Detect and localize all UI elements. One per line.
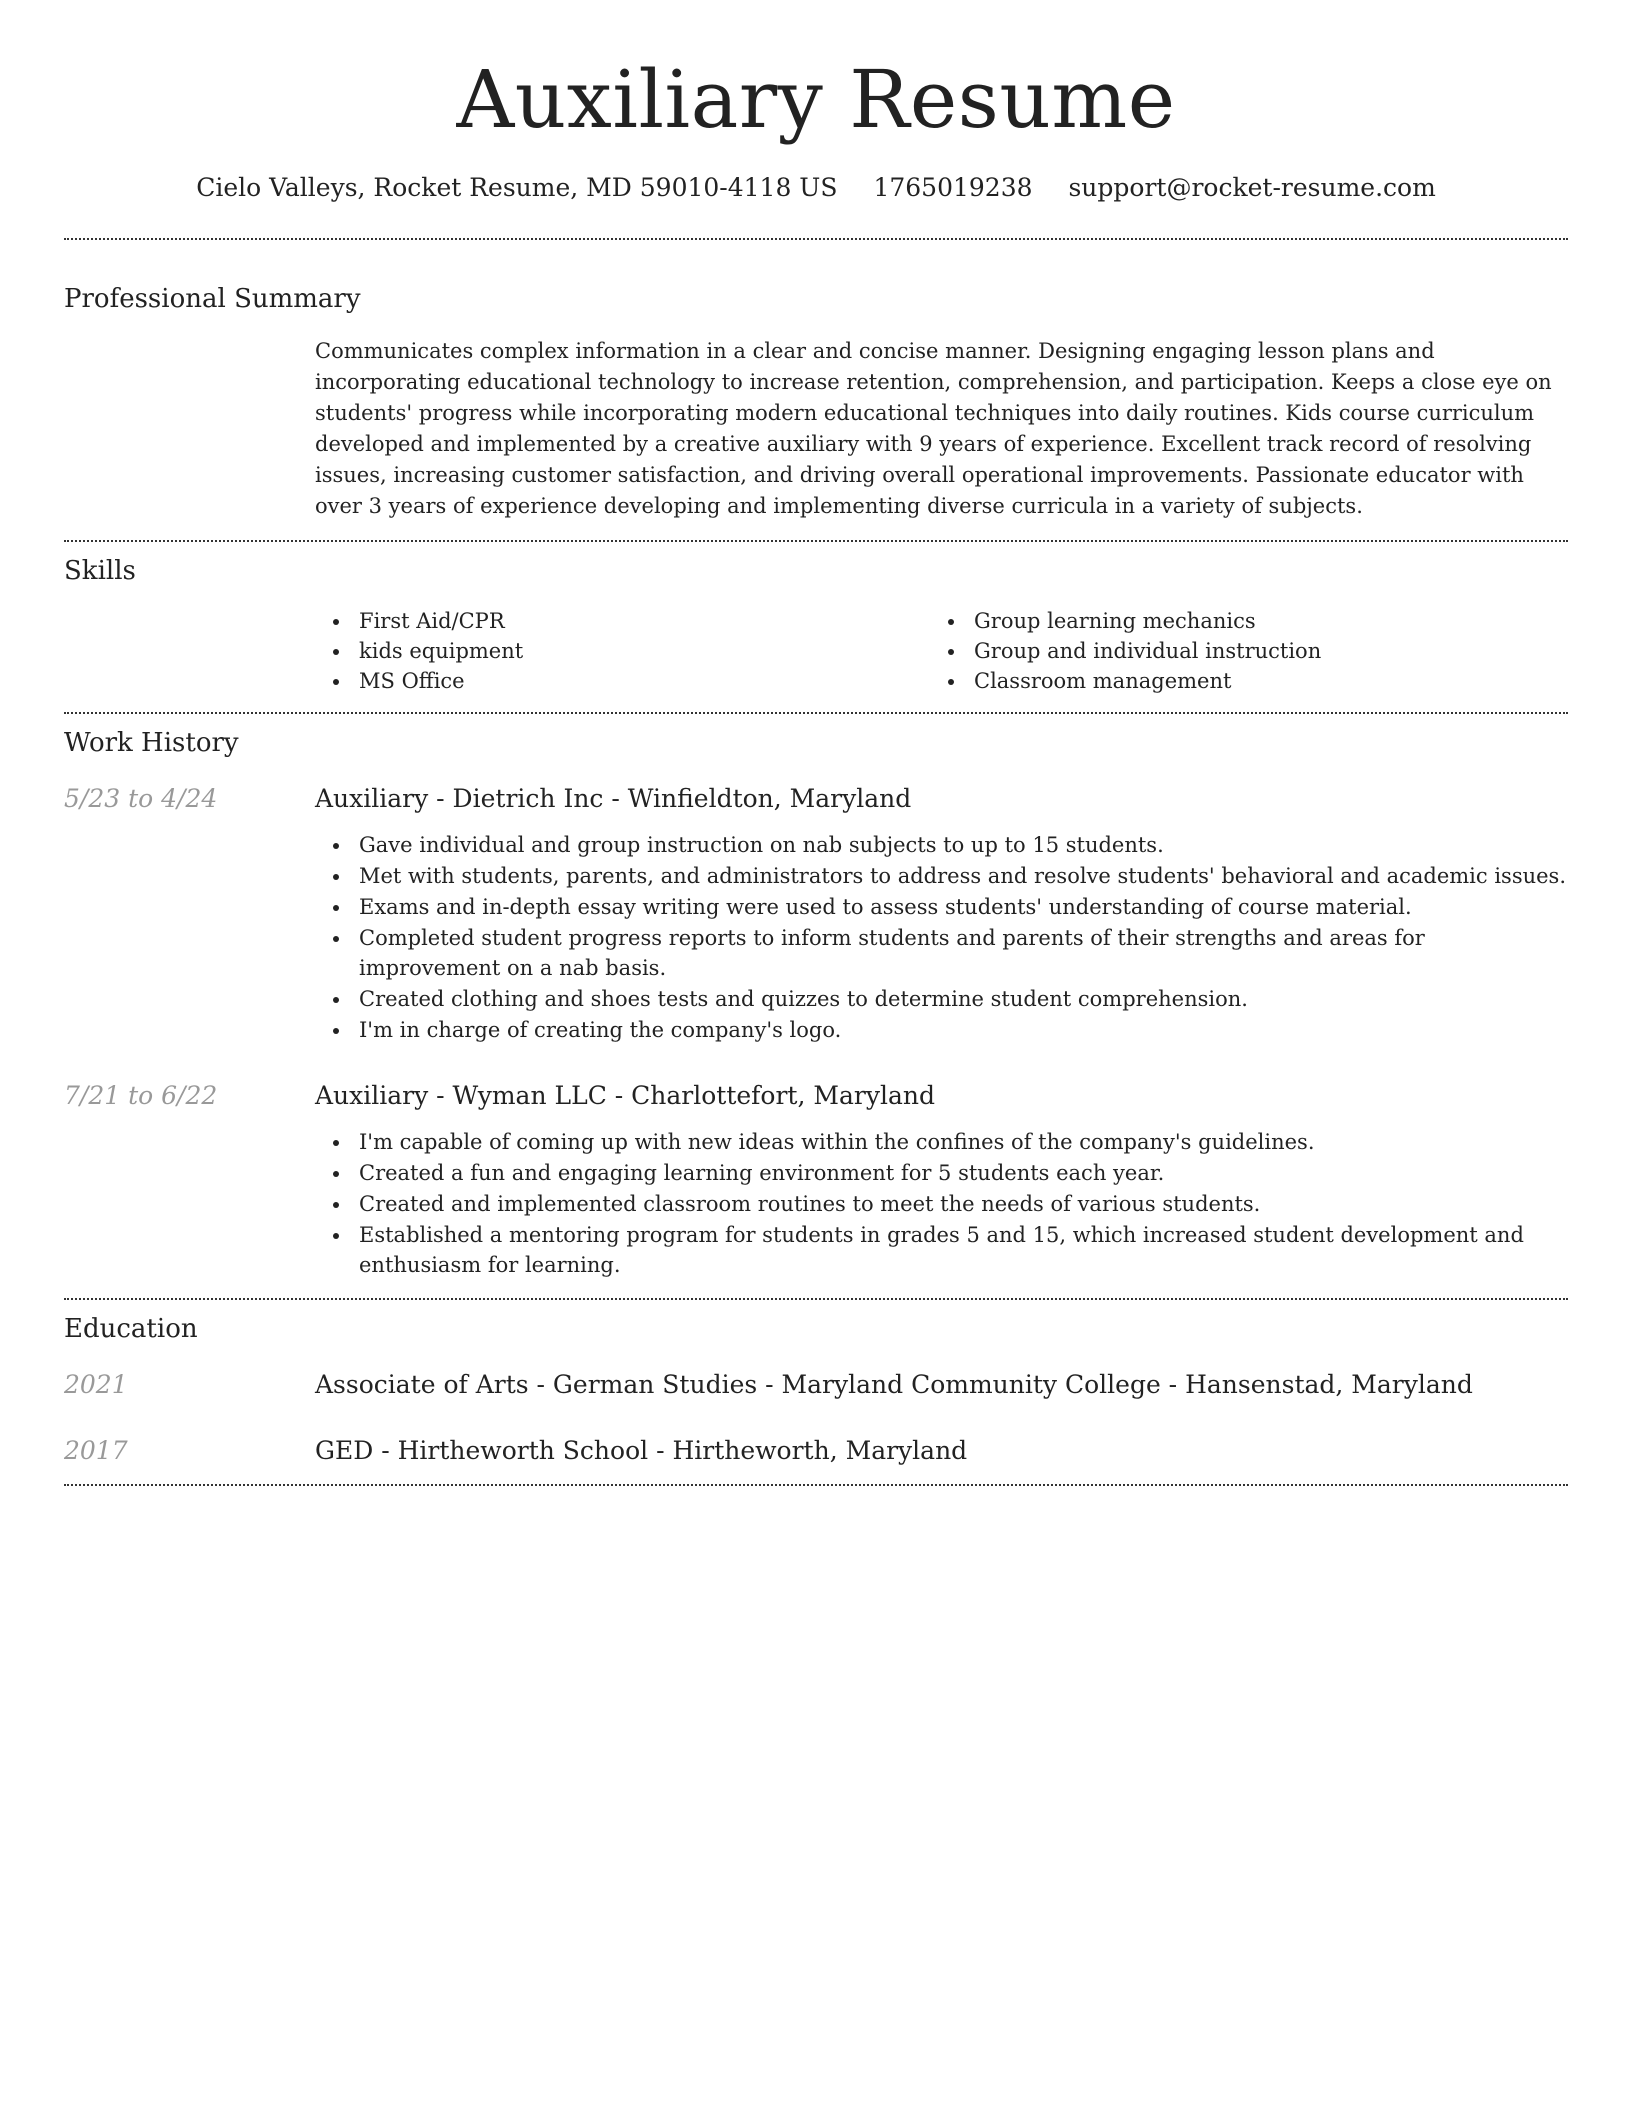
- job-bullet: Created and implemented classroom routines to meet the needs of various students.: [315, 1189, 1568, 1219]
- contact-line: [64, 172, 1568, 204]
- education-year: 2021: [64, 1370, 128, 1399]
- skill-item: MS Office: [315, 666, 930, 696]
- divider: [64, 1484, 1568, 1486]
- education-body: [315, 1368, 1568, 1402]
- job-bullet: Created a fun and engaging learning environment for 5 students each year.: [315, 1158, 1568, 1188]
- contact-email: support@rocket-resume.com: [1068, 173, 1436, 202]
- divider: [64, 1298, 1568, 1300]
- job-body: [315, 782, 1568, 1045]
- skill-item: Classroom management: [930, 666, 1545, 696]
- job-heading: Auxiliary - Dietrich Inc - Winfieldton, Maryland: [315, 784, 912, 813]
- work-section: [64, 726, 1568, 1280]
- section-title-education: Education: [64, 1314, 198, 1344]
- resume-title: Auxiliary Resume: [456, 53, 1176, 146]
- job-bullet: I'm in charge of creating the company's logo.: [315, 1015, 1568, 1045]
- job-dates: 5/23 to 4/24: [64, 784, 218, 813]
- job-bullet: Established a mentoring program for students in grades 5 and 15, which increased student development and enthusiasm for learning.: [315, 1220, 1568, 1280]
- job-bullets: [315, 830, 1568, 1045]
- job-heading: Auxiliary - Wyman LLC - Charlottefort, Maryland: [315, 1081, 935, 1110]
- skills-section: [64, 554, 1568, 696]
- summary-text: Communicates complex information in a clear and concise manner. Designing engaging lesson plans and incorporating educational technology to increase retention, comprehension, and participation. Keeps a close eye on students' progress while incorporating modern educational techniques into daily routines. Kids course curriculum developed and implemented by a creative auxiliary with 9 years of experience. Excellent track record of resolving issues, increasing customer satisfaction, and driving overall operational improvements. Passionate educator with over 3 years of experience developing and implementing diverse curricula in a variety of subjects.: [315, 339, 1552, 518]
- job-bullets: [315, 1127, 1568, 1280]
- education-year: 2017: [64, 1436, 128, 1465]
- education-heading: GED - Hirtheworth School - Hirtheworth, Maryland: [315, 1436, 968, 1465]
- section-title-work: Work History: [64, 728, 239, 758]
- education-heading: Associate of Arts - German Studies - Maryland Community College - Hansenstad, Maryland: [315, 1370, 1473, 1399]
- education-body: [315, 1434, 1568, 1468]
- contact-phone: 1765019238: [873, 173, 1033, 202]
- skills-column-left: [315, 606, 930, 696]
- contact-address: Cielo Valleys, Rocket Resume, MD 59010-4118 US: [196, 173, 838, 202]
- job-body: [315, 1079, 1568, 1280]
- education-entry: [64, 1368, 1568, 1402]
- job-dates: 7/21 to 6/22: [64, 1081, 218, 1110]
- job-bullet: I'm capable of coming up with new ideas within the confines of the company's guidelines.: [315, 1127, 1568, 1157]
- job-bullet: Gave individual and group instruction on nab subjects to up to 15 students.: [315, 830, 1568, 860]
- skill-item: kids equipment: [315, 636, 930, 666]
- skill-item: Group and individual instruction: [930, 636, 1545, 666]
- skills-list: [315, 606, 1568, 696]
- divider: [64, 238, 1568, 240]
- job-bullet: Completed student progress reports to inform students and parents of their strengths and areas for improvement on a nab basis.: [315, 923, 1568, 983]
- section-title-summary: Professional Summary: [64, 284, 361, 314]
- job-bullet: Exams and in-depth essay writing were used to assess students' understanding of course material.: [315, 892, 1568, 922]
- job-bullet: Created clothing and shoes tests and quizzes to determine student comprehension.: [315, 984, 1568, 1014]
- divider: [64, 712, 1568, 714]
- skill-item: Group learning mechanics: [930, 606, 1545, 636]
- skills-column-right: [930, 606, 1545, 696]
- education-section: [64, 1312, 1568, 1468]
- job-entry: [64, 782, 1568, 1045]
- section-title-skills: Skills: [64, 556, 136, 586]
- job-bullet: Met with students, parents, and administrators to address and resolve students' behavioral and academic issues.: [315, 861, 1568, 891]
- job-entry: [64, 1079, 1568, 1280]
- summary-section: [64, 282, 1568, 522]
- divider: [64, 540, 1568, 542]
- resume-header: [64, 0, 1568, 204]
- skill-item: First Aid/CPR: [315, 606, 930, 636]
- education-entry: [64, 1434, 1568, 1468]
